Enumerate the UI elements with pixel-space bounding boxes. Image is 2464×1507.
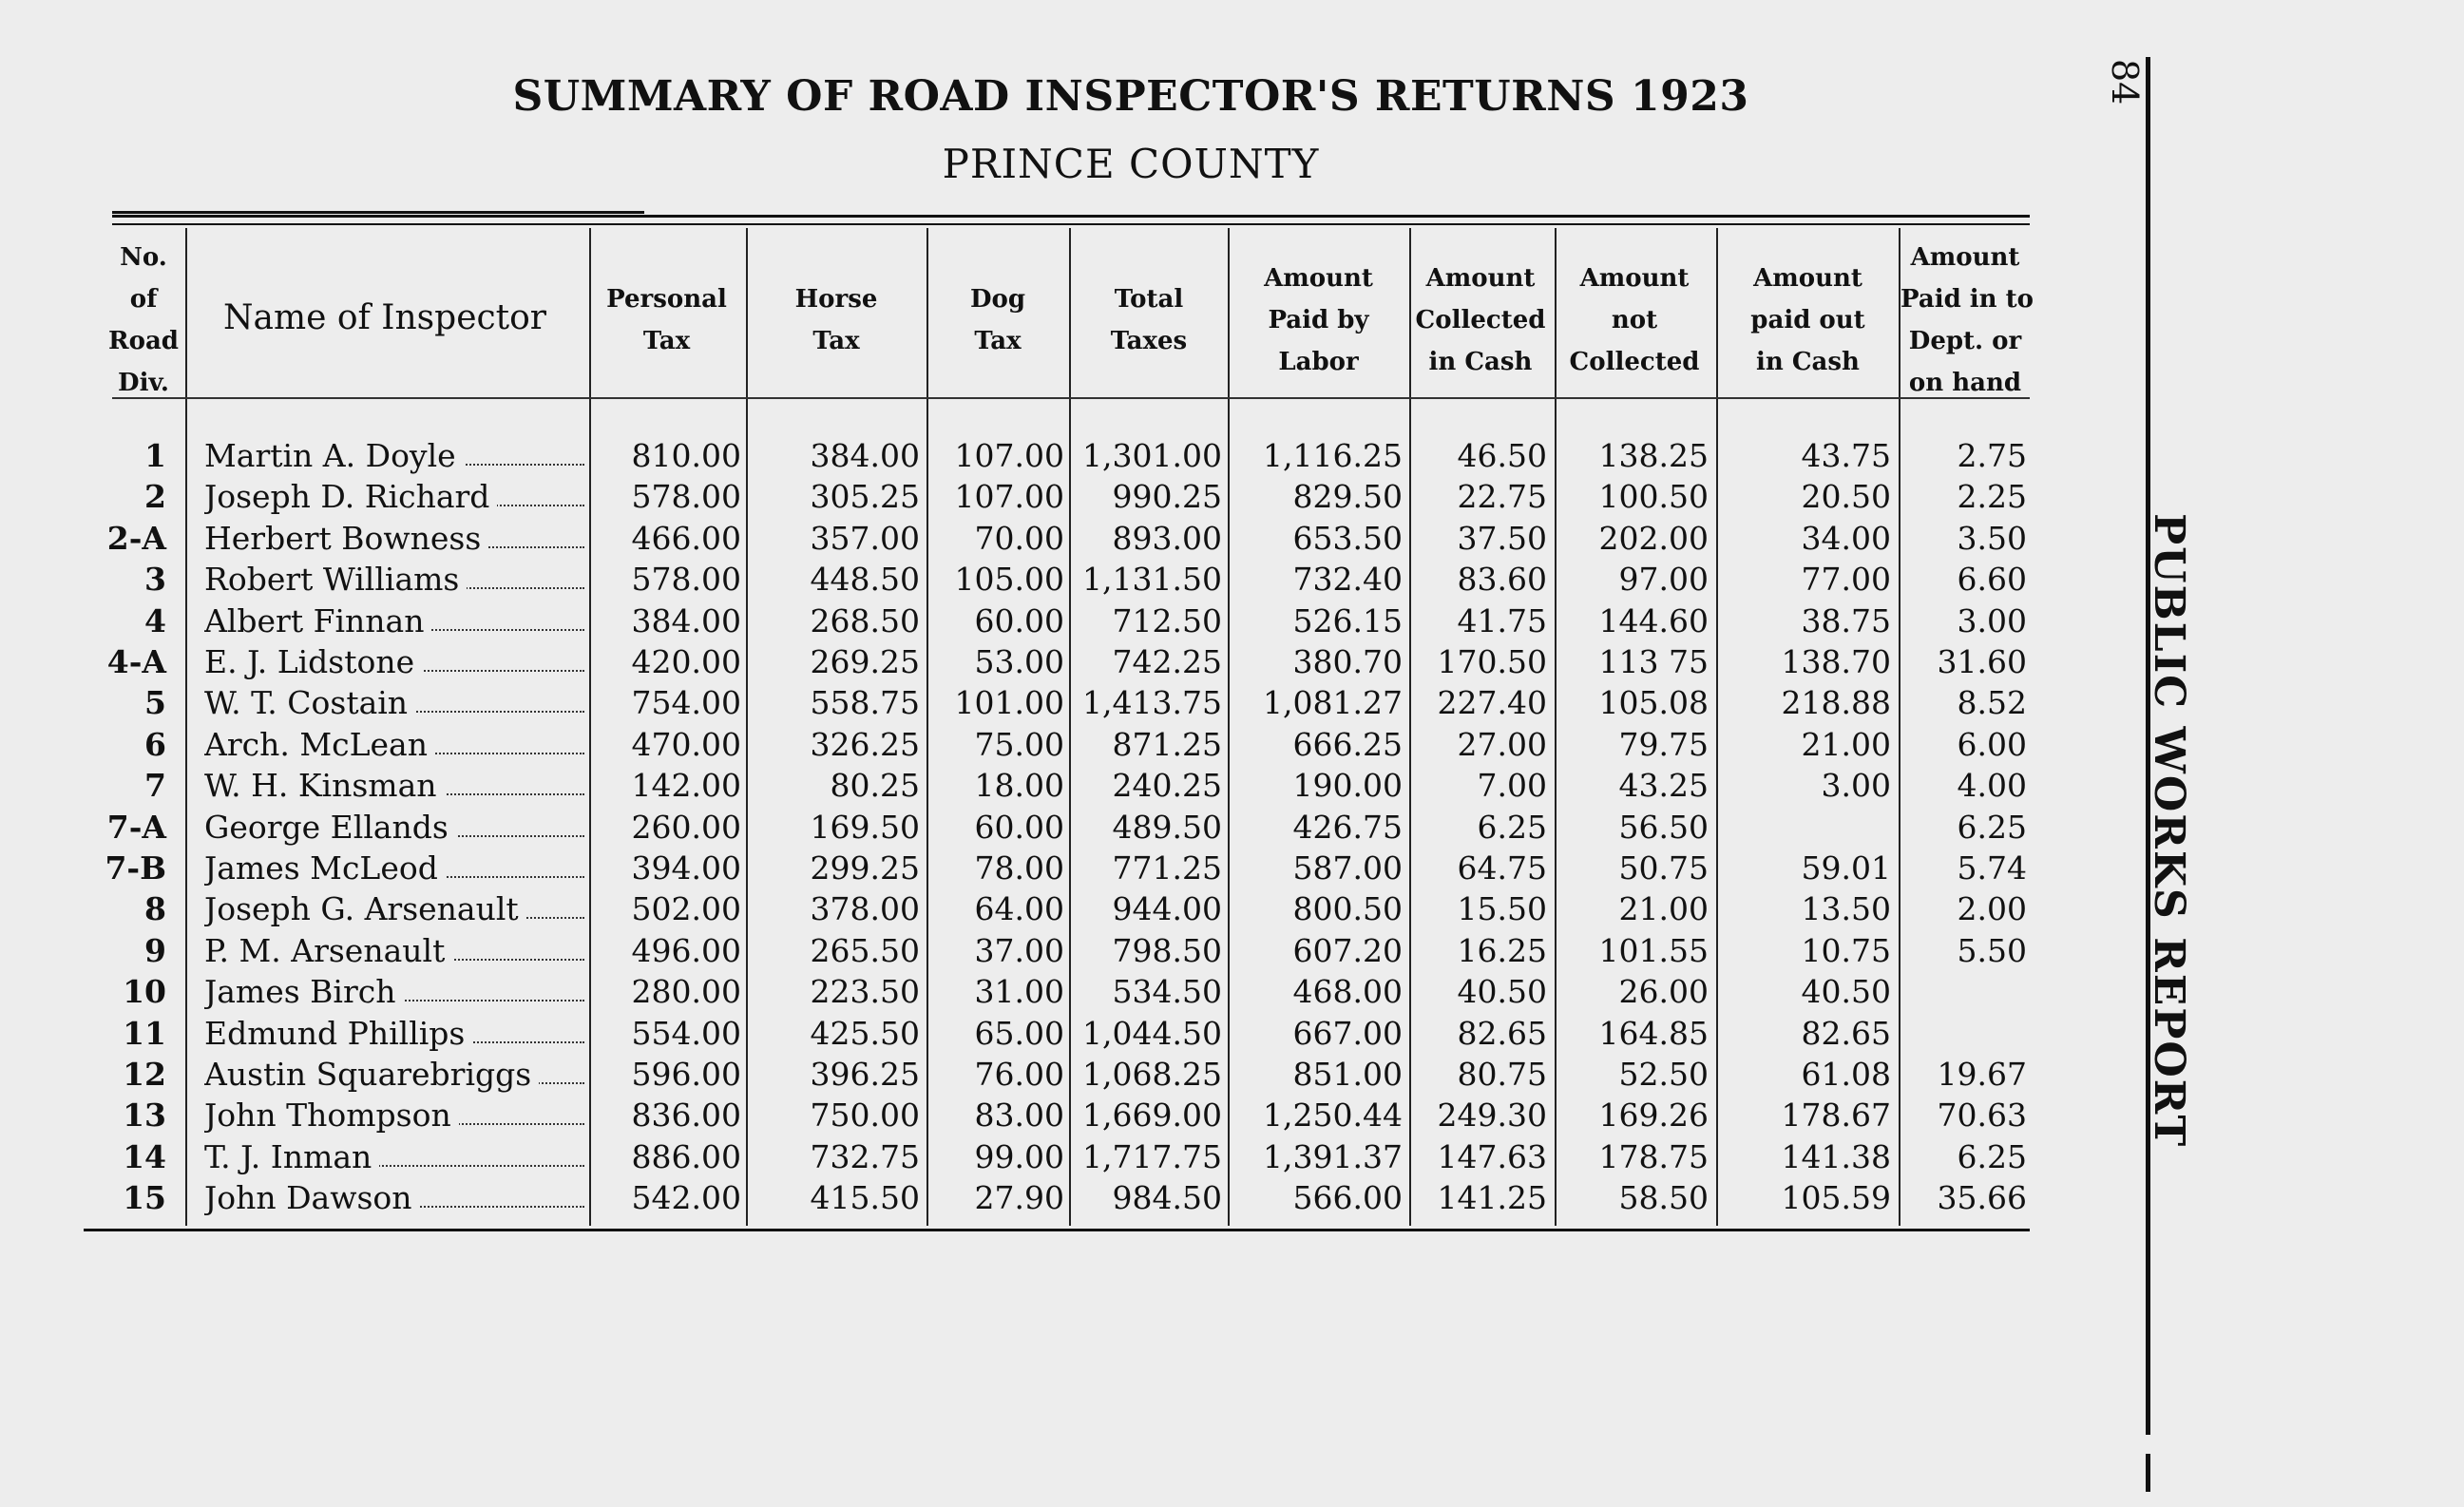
value-dog: 27.90	[974, 1179, 1064, 1217]
top-rule-accent	[112, 211, 644, 214]
page-number: 84	[2104, 59, 2146, 105]
value-total: 1,068.25	[1082, 1056, 1222, 1093]
value-personal: 836.00	[631, 1097, 741, 1135]
value-personal: 466.00	[631, 519, 741, 557]
table-row	[0, 1136, 2091, 1177]
value-horse: 223.50	[810, 973, 920, 1011]
value-dept: 31.60	[1937, 643, 2027, 680]
table-row	[0, 1054, 2091, 1095]
header-name	[185, 297, 584, 339]
value-labor: 566.00	[1292, 1179, 1403, 1217]
header-line: Amount	[1264, 264, 1373, 293]
value-not-collected: 50.75	[1618, 849, 1709, 887]
header-line: not	[1611, 306, 1658, 334]
road-division: 7	[144, 767, 166, 805]
top-double-rule	[112, 215, 2030, 225]
table-row	[0, 807, 2091, 848]
value-dog: 18.00	[974, 767, 1064, 805]
inspector-name: Martin A. Doyle	[204, 437, 464, 474]
value-dept: 2.00	[1957, 890, 2027, 928]
value-total: 984.50	[1112, 1179, 1222, 1217]
value-horse: 265.50	[810, 931, 920, 969]
value-cash: 37.50	[1457, 519, 1547, 557]
value-horse: 169.50	[810, 808, 920, 846]
table-row	[0, 518, 2091, 559]
value-dog: 78.00	[974, 849, 1064, 887]
value-total: 534.50	[1112, 973, 1222, 1011]
value-horse: 448.50	[810, 561, 920, 599]
value-total: 990.25	[1112, 478, 1222, 516]
value-paid-out: 141.38	[1781, 1137, 1891, 1175]
value-dept: 2.25	[1957, 478, 2027, 516]
road-division: 11	[123, 1014, 166, 1052]
value-total: 489.50	[1112, 808, 1222, 846]
inspector-name: Albert Finnan	[204, 602, 431, 639]
road-division: 1	[144, 437, 166, 474]
value-horse: 378.00	[810, 890, 920, 928]
value-labor: 587.00	[1292, 849, 1403, 887]
table-row	[0, 641, 2091, 682]
value-paid-out: 43.75	[1801, 437, 1891, 474]
value-paid-out: 218.88	[1781, 684, 1891, 722]
value-cash: 83.60	[1457, 561, 1547, 599]
header-total-taxes	[1072, 278, 1226, 362]
value-dept: 6.00	[1957, 725, 2027, 763]
value-horse: 299.25	[810, 849, 920, 887]
value-personal: 394.00	[631, 849, 741, 887]
inspector-name-cell	[204, 1054, 584, 1095]
header-collected-in-cash	[1412, 258, 1549, 383]
header-line: Name of Inspector	[222, 298, 547, 337]
value-total: 1,044.50	[1082, 1014, 1222, 1052]
road-division: 4-A	[106, 643, 166, 680]
value-labor: 666.25	[1292, 725, 1403, 763]
value-dog: 99.00	[974, 1137, 1064, 1175]
header-line: Paid by	[1268, 306, 1369, 334]
value-horse: 396.25	[810, 1056, 920, 1093]
value-paid-out: 10.75	[1801, 931, 1891, 969]
table-row	[0, 1177, 2091, 1218]
bottom-rule	[84, 1229, 2030, 1231]
table-row	[0, 1095, 2091, 1135]
road-division: 5	[144, 684, 166, 722]
value-paid-out: 61.08	[1801, 1056, 1891, 1093]
value-dept: 19.67	[1937, 1056, 2027, 1093]
road-division: 3	[144, 561, 166, 599]
road-division: 4	[144, 601, 166, 639]
value-personal: 578.00	[631, 478, 741, 516]
table-row	[0, 682, 2091, 723]
value-dog: 70.00	[974, 519, 1064, 557]
header-personal-tax	[589, 278, 744, 362]
table-row	[0, 888, 2091, 929]
inspector-name-cell	[204, 641, 584, 682]
value-personal: 420.00	[631, 643, 741, 680]
header-line: Tax	[642, 327, 691, 355]
header-dog-tax	[929, 278, 1066, 362]
value-not-collected: 56.50	[1618, 808, 1709, 846]
header-division	[105, 237, 182, 404]
value-labor: 607.20	[1292, 931, 1403, 969]
value-dept: 2.75	[1957, 437, 2027, 474]
value-not-collected: 169.26	[1598, 1097, 1709, 1135]
header-line: in Cash	[1428, 348, 1533, 376]
value-not-collected: 43.25	[1618, 767, 1709, 805]
value-total: 712.50	[1112, 601, 1222, 639]
header-not-collected	[1558, 258, 1710, 383]
inspector-name-cell	[204, 518, 584, 559]
header-line: in Cash	[1756, 348, 1860, 376]
header-line: Road	[108, 327, 179, 355]
value-cash: 46.50	[1457, 437, 1547, 474]
page-edge-rule-tail	[2146, 1454, 2150, 1492]
inspector-name-cell	[204, 1177, 584, 1218]
value-horse: 384.00	[810, 437, 920, 474]
road-division: 2	[144, 478, 166, 516]
value-not-collected: 52.50	[1618, 1056, 1709, 1093]
road-division: 14	[123, 1137, 166, 1175]
header-line: Tax	[974, 327, 1022, 355]
value-horse: 732.75	[810, 1137, 920, 1175]
inspector-name-cell	[204, 930, 584, 971]
value-horse: 425.50	[810, 1014, 920, 1052]
road-division: 12	[123, 1056, 166, 1093]
header-rule	[112, 397, 2030, 399]
value-not-collected: 21.00	[1618, 890, 1709, 928]
inspector-name: E. J. Lidstone	[204, 643, 422, 680]
table-row	[0, 724, 2091, 765]
value-cash: 41.75	[1457, 601, 1547, 639]
value-dog: 60.00	[974, 601, 1064, 639]
header-line: Amount	[1910, 243, 2020, 272]
road-division: 10	[123, 973, 166, 1011]
road-division: 7-B	[105, 849, 166, 887]
value-cash: 170.50	[1437, 643, 1547, 680]
value-total: 1,131.50	[1082, 561, 1222, 599]
inspector-name: John Dawson	[204, 1179, 420, 1216]
table-row	[0, 1013, 2091, 1054]
value-dog: 101.00	[954, 684, 1064, 722]
road-division: 8	[144, 890, 166, 928]
value-cash: 80.75	[1457, 1056, 1547, 1093]
value-labor: 800.50	[1292, 890, 1403, 928]
value-labor: 1,391.37	[1263, 1137, 1403, 1175]
value-paid-out: 82.65	[1801, 1014, 1891, 1052]
value-paid-out: 105.59	[1781, 1179, 1891, 1217]
inspector-name-cell	[204, 601, 584, 641]
value-dog: 60.00	[974, 808, 1064, 846]
value-labor: 851.00	[1292, 1056, 1403, 1093]
value-paid-out: 59.01	[1801, 849, 1891, 887]
header-line: of	[129, 285, 158, 314]
value-personal: 470.00	[631, 725, 741, 763]
header-line: Dog	[969, 285, 1026, 314]
value-personal: 754.00	[631, 684, 741, 722]
value-dept: 35.66	[1937, 1179, 2027, 1217]
value-cash: 16.25	[1457, 931, 1547, 969]
value-total: 944.00	[1112, 890, 1222, 928]
value-cash: 27.00	[1457, 725, 1547, 763]
inspector-name-cell	[204, 559, 584, 600]
inspector-name-cell	[204, 476, 584, 517]
header-paid-by-labor	[1231, 258, 1406, 383]
value-total: 893.00	[1112, 519, 1222, 557]
value-horse: 415.50	[810, 1179, 920, 1217]
table-row	[0, 601, 2091, 641]
value-paid-out: 40.50	[1801, 973, 1891, 1011]
value-dog: 31.00	[974, 973, 1064, 1011]
value-dept: 6.25	[1957, 1137, 2027, 1175]
value-cash: 7.00	[1477, 767, 1547, 805]
value-labor: 1,250.44	[1263, 1097, 1403, 1135]
table-row	[0, 848, 2091, 888]
value-cash: 227.40	[1437, 684, 1547, 722]
value-labor: 829.50	[1292, 478, 1403, 516]
value-not-collected: 202.00	[1598, 519, 1709, 557]
value-dept: 3.00	[1957, 601, 2027, 639]
value-total: 1,717.75	[1082, 1137, 1222, 1175]
value-paid-out: 3.00	[1821, 767, 1891, 805]
inspector-name-cell	[204, 765, 584, 806]
inspector-name: W. H. Kinsman	[204, 767, 445, 804]
value-not-collected: 113 75	[1598, 643, 1709, 680]
value-labor: 190.00	[1292, 767, 1403, 805]
inspector-name: T. J. Inman	[204, 1138, 379, 1175]
road-division: 13	[123, 1097, 166, 1135]
value-labor: 732.40	[1292, 561, 1403, 599]
value-dog: 107.00	[954, 478, 1064, 516]
value-paid-out: 38.75	[1801, 601, 1891, 639]
inspector-name: John Thompson	[204, 1097, 459, 1134]
value-labor: 667.00	[1292, 1014, 1403, 1052]
inspector-name: Herbert Bowness	[204, 520, 488, 557]
table-row	[0, 435, 2091, 476]
header-paid-to-dept	[1901, 237, 2034, 404]
value-personal: 496.00	[631, 931, 741, 969]
value-horse: 357.00	[810, 519, 920, 557]
inspector-name: Edmund Phillips	[204, 1015, 472, 1052]
inspector-name: Arch. McLean	[204, 726, 435, 763]
value-dog: 107.00	[954, 437, 1064, 474]
inspector-name: Joseph D. Richard	[204, 478, 497, 515]
value-not-collected: 79.75	[1618, 725, 1709, 763]
value-cash: 15.50	[1457, 890, 1547, 928]
value-horse: 268.50	[810, 601, 920, 639]
header-line: Dept. or	[1908, 327, 2022, 355]
inspector-name: James Birch	[204, 973, 403, 1010]
value-total: 240.25	[1112, 767, 1222, 805]
value-dept: 5.74	[1957, 849, 2027, 887]
value-total: 1,301.00	[1082, 437, 1222, 474]
value-horse: 558.75	[810, 684, 920, 722]
value-cash: 141.25	[1437, 1179, 1547, 1217]
value-dog: 64.00	[974, 890, 1064, 928]
table-row	[0, 971, 2091, 1012]
value-total: 1,413.75	[1082, 684, 1222, 722]
value-dept: 5.50	[1957, 931, 2027, 969]
value-not-collected: 138.25	[1598, 437, 1709, 474]
value-dog: 53.00	[974, 643, 1064, 680]
value-personal: 260.00	[631, 808, 741, 846]
value-cash: 147.63	[1437, 1137, 1547, 1175]
running-head: PUBLIC WORKS REPORT	[2145, 513, 2193, 1149]
value-dept: 70.63	[1937, 1097, 2027, 1135]
header-line: Labor	[1278, 348, 1359, 376]
value-not-collected: 26.00	[1618, 973, 1709, 1011]
header-line: Personal	[606, 285, 727, 314]
value-labor: 426.75	[1292, 808, 1403, 846]
inspector-name-cell	[204, 435, 584, 476]
table-row	[0, 765, 2091, 806]
inspector-name-cell	[204, 1095, 584, 1135]
header-line: Amount	[1425, 264, 1536, 293]
value-total: 742.25	[1112, 643, 1222, 680]
value-labor: 526.15	[1292, 601, 1403, 639]
value-total: 1,669.00	[1082, 1097, 1222, 1135]
inspector-name-cell	[204, 888, 584, 929]
value-dog: 105.00	[954, 561, 1064, 599]
table-row	[0, 930, 2091, 971]
road-division: 6	[144, 725, 166, 763]
inspector-name-cell	[204, 1013, 584, 1054]
value-paid-out: 34.00	[1801, 519, 1891, 557]
value-labor: 380.70	[1292, 643, 1403, 680]
value-personal: 142.00	[631, 767, 741, 805]
value-cash: 82.65	[1457, 1014, 1547, 1052]
value-total: 771.25	[1112, 849, 1222, 887]
header-line: Amount	[1579, 264, 1690, 293]
value-personal: 384.00	[631, 601, 741, 639]
value-cash: 64.75	[1457, 849, 1547, 887]
document-title: SUMMARY OF ROAD INSPECTOR'S RETURNS 1923	[512, 72, 1749, 121]
value-labor: 1,081.27	[1263, 684, 1403, 722]
value-horse: 305.25	[810, 478, 920, 516]
inspector-name: Joseph G. Arsenault	[204, 890, 526, 927]
header-line: on hand	[1908, 369, 2022, 397]
header-line: Amount	[1753, 264, 1862, 293]
value-personal: 596.00	[631, 1056, 741, 1093]
header-line: Div.	[118, 369, 169, 397]
inspector-name: P. M. Arsenault	[204, 932, 452, 969]
value-not-collected: 101.55	[1598, 931, 1709, 969]
value-paid-out: 21.00	[1801, 725, 1891, 763]
value-dog: 83.00	[974, 1097, 1064, 1135]
inspector-name: James McLeod	[204, 849, 446, 887]
value-horse: 750.00	[810, 1097, 920, 1135]
value-not-collected: 164.85	[1598, 1014, 1709, 1052]
table-row	[0, 559, 2091, 600]
header-line: Collected	[1569, 348, 1700, 376]
value-cash: 6.25	[1477, 808, 1547, 846]
inspector-name-cell	[204, 724, 584, 765]
header-line: Tax	[812, 327, 860, 355]
value-dept: 8.52	[1957, 684, 2027, 722]
header-line: No.	[120, 243, 167, 272]
value-personal: 502.00	[631, 890, 741, 928]
value-cash: 22.75	[1457, 478, 1547, 516]
value-paid-out: 178.67	[1781, 1097, 1891, 1135]
value-total: 798.50	[1112, 931, 1222, 969]
value-dept: 4.00	[1957, 767, 2027, 805]
header-line: Collected	[1415, 306, 1546, 334]
inspector-name-cell	[204, 971, 584, 1012]
value-personal: 554.00	[631, 1014, 741, 1052]
value-not-collected: 97.00	[1618, 561, 1709, 599]
header-line: Horse	[794, 285, 878, 314]
value-dog: 37.00	[974, 931, 1064, 969]
value-personal: 578.00	[631, 561, 741, 599]
value-personal: 280.00	[631, 973, 741, 1011]
value-dog: 65.00	[974, 1014, 1064, 1052]
value-not-collected: 178.75	[1598, 1137, 1709, 1175]
value-dept: 6.60	[1957, 561, 2027, 599]
value-horse: 269.25	[810, 643, 920, 680]
header-line: paid out	[1750, 306, 1865, 334]
value-personal: 810.00	[631, 437, 741, 474]
road-division: 2-A	[106, 519, 166, 557]
inspector-name-cell	[204, 1136, 584, 1177]
header-line: Taxes	[1110, 327, 1188, 355]
value-paid-out: 13.50	[1801, 890, 1891, 928]
inspector-name-cell	[204, 682, 584, 723]
value-not-collected: 100.50	[1598, 478, 1709, 516]
value-horse: 326.25	[810, 725, 920, 763]
value-dog: 75.00	[974, 725, 1064, 763]
road-division: 9	[144, 931, 166, 969]
header-paid-out-in-cash	[1720, 258, 1896, 383]
inspector-name: W. T. Costain	[204, 684, 415, 721]
value-not-collected: 144.60	[1598, 601, 1709, 639]
value-dept: 3.50	[1957, 519, 2027, 557]
value-not-collected: 105.08	[1598, 684, 1709, 722]
value-dog: 76.00	[974, 1056, 1064, 1093]
value-cash: 40.50	[1457, 973, 1547, 1011]
value-horse: 80.25	[830, 767, 920, 805]
value-paid-out: 77.00	[1801, 561, 1891, 599]
value-paid-out: 138.70	[1781, 643, 1891, 680]
header-line: Paid in to	[1901, 285, 2034, 314]
value-labor: 653.50	[1292, 519, 1403, 557]
value-personal: 886.00	[631, 1137, 741, 1175]
inspector-name: George Ellands	[204, 809, 456, 846]
road-division: 15	[123, 1179, 166, 1217]
header-line: Total	[1114, 285, 1184, 314]
table-row	[0, 476, 2091, 517]
value-dept: 6.25	[1957, 808, 2027, 846]
value-paid-out: 20.50	[1801, 478, 1891, 516]
value-not-collected: 58.50	[1618, 1179, 1709, 1217]
value-labor: 468.00	[1292, 973, 1403, 1011]
road-division: 7-A	[106, 808, 166, 846]
inspector-name: Robert Williams	[204, 561, 467, 598]
inspector-name: Austin Squarebriggs	[204, 1056, 539, 1093]
inspector-name-cell	[204, 807, 584, 848]
value-labor: 1,116.25	[1263, 437, 1403, 474]
inspector-name-cell	[204, 848, 584, 888]
value-cash: 249.30	[1437, 1097, 1547, 1135]
value-personal: 542.00	[631, 1179, 741, 1217]
value-total: 871.25	[1112, 725, 1222, 763]
header-horse-tax	[749, 278, 924, 362]
document-subtitle: PRINCE COUNTY	[942, 141, 1320, 187]
